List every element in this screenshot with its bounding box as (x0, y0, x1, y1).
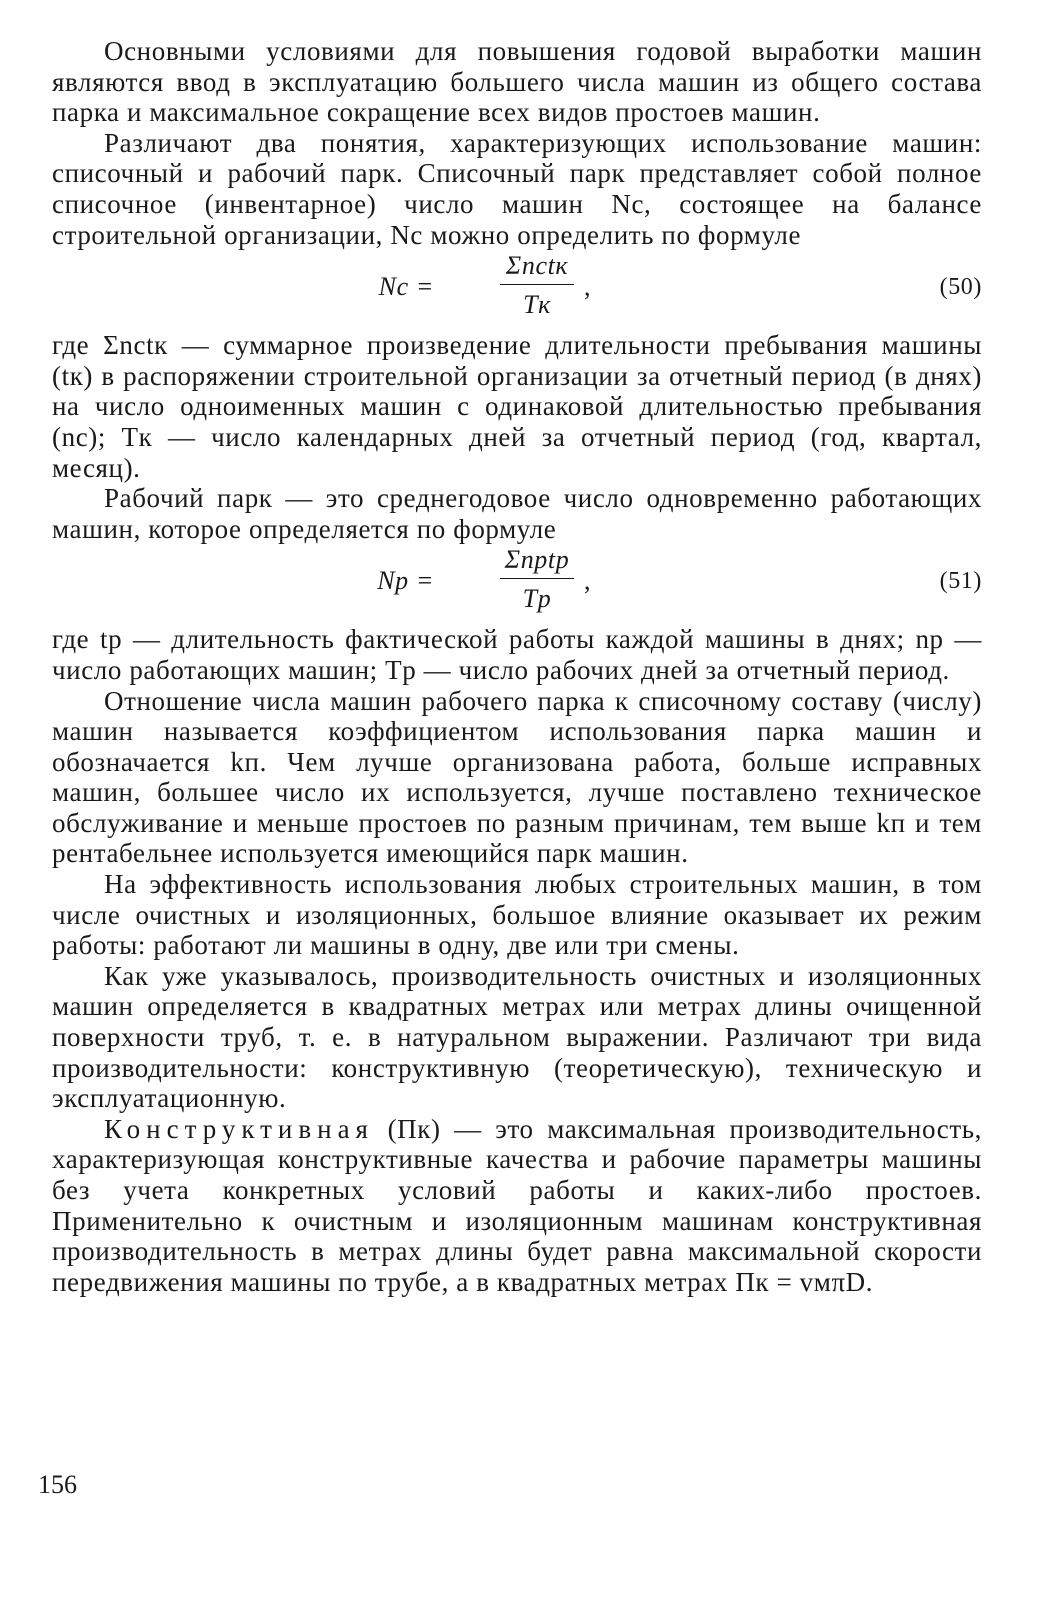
paragraph-7: На эффективность использования любых строительных машин, в том числе очистных и изоляционных, большое влияние оказывает их режим работы: работают ли машины в одну, две или три смены. (52, 869, 982, 961)
formula-50-fraction (500, 250, 574, 321)
formula-50 (52, 250, 982, 330)
body-text (52, 36, 982, 1297)
paragraph-3: где Σnсtк — суммарное произведение длительности пребывания машины (tк) в распоряжении строительной организации за отчетный период (в днях) на число одноименных машин с одинаковой длительностью пребывания (nс); Tк — число календарных дней за отчетный период (год, квартал, месяц). (52, 330, 982, 483)
fraction-bar (500, 284, 574, 285)
paragraph-6: Отношение числа машин рабочего парка к списочному составу (числу) машин называется коэффициентом использования парка машин и обозначается kп. Чем лучше организована работа, больше исправных машин, большее число их используется, лучше поставлено техническое обслуживание и меньше простоев по разным причинам, тем выше kп и тем рентабельнее используется имеющийся парк машин. (52, 685, 982, 869)
fraction-bar (500, 578, 574, 579)
page-number: 156 (38, 1470, 77, 1499)
formula-51-lhs: Nр = (377, 566, 434, 596)
formula-comma: , (584, 272, 592, 302)
paragraph-2: Различают два понятия, характеризующих использование машин: списочный и рабочий парк. Списочный парк представляет собой полное списочное (инвентарное) число машин Nс, состоящее на балансе строительной организации, Nс можно определить по формуле (52, 127, 982, 250)
paragraph-8: Как уже указывалось, производительность очистных и изоляционных машин определяется в квадратных метрах или метрах длины очищенной поверхности труб, т. е. в натуральном выражении. Различают три вида производительности: конструктивную (теоретическую), техническую и эксплуатационную. (52, 960, 982, 1114)
paragraph-9 (52, 1114, 982, 1298)
term-constructive: Конструктивная (104, 1113, 374, 1144)
paragraph-4: Рабочий парк — это среднегодовое число одновременно работающих машин, которое определяется по формуле (52, 483, 982, 544)
formula-51-denominator: Tр (522, 584, 552, 614)
formula-50-numerator: Σnсtк (505, 251, 569, 281)
formula-comma: , (584, 566, 592, 596)
formula-51 (52, 544, 982, 624)
formula-51-fraction (500, 544, 574, 615)
formula-50-denominator: Tк (523, 290, 551, 320)
paragraph-1: Основными условиями для повышения годовой выработки машин являются ввод в эксплуатацию большего числа машин из общего состава парка и максимальное сокращение всех видов простоев машин. (52, 36, 982, 128)
formula-51-number: (51) (939, 568, 982, 595)
formula-50-number: (50) (939, 274, 982, 301)
formula-51-numerator: Σnрtр (504, 545, 570, 575)
paragraph-5: где tр — длительность фактической работы каждой машины в днях; nр — число работающих машин; Tр — число рабочих дней за отчетный период. (52, 624, 982, 685)
paragraph-9-text: (Пк) — это максимальная производительность, характеризующая конструктивные качества и рабочие параметры машины без учета конкретных условий работы и каких-либо простоев. Применительно к очистным и изоляционным машинам конструктивная производительность в метрах длины будет равна максимальной скорости передвижения машины по трубе, а в квадратных метрах Пк = vмπD. (52, 1113, 982, 1297)
formula-50-lhs: Nс = (378, 272, 434, 302)
